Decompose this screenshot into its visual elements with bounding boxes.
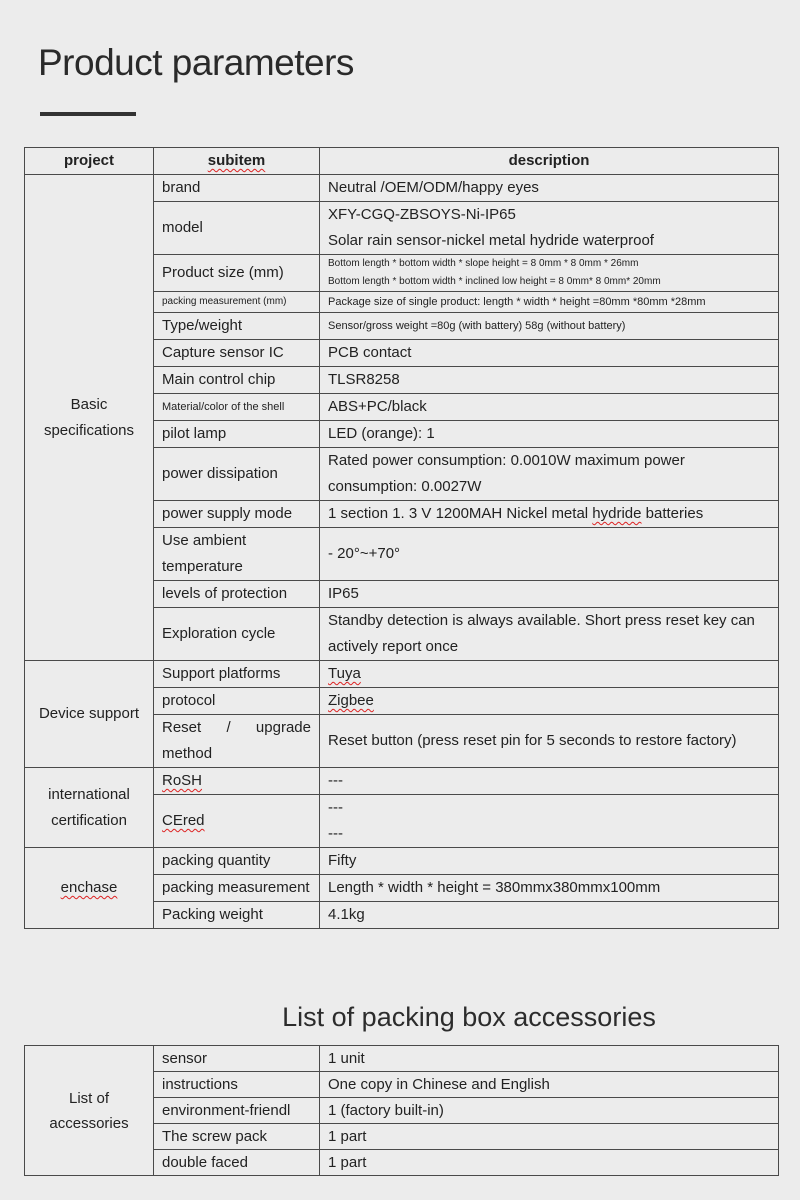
description-line: --- bbox=[328, 799, 343, 816]
subitem-cell bbox=[154, 768, 320, 795]
description-cell: Standby detection is always available. Short press reset key can actively report once bbox=[320, 608, 779, 661]
description-text: batteries bbox=[641, 505, 704, 522]
subitem-cell: Product size (mm) bbox=[154, 255, 320, 292]
description-text: Tuya bbox=[328, 665, 361, 682]
description-cell: LED (orange): 1 bbox=[320, 421, 779, 448]
group-list-of-accessories: List of accessories bbox=[25, 1046, 154, 1176]
subitem-cell: environment-friendl bbox=[154, 1098, 320, 1124]
table-row bbox=[25, 768, 779, 795]
description-cell: ABS+PC/black bbox=[320, 394, 779, 421]
subitem-cell: Material/color of the shell bbox=[154, 394, 320, 421]
group-enchase bbox=[25, 848, 154, 929]
description-cell: IP65 bbox=[320, 581, 779, 608]
description-cell: 4.1kg bbox=[320, 902, 779, 929]
subitem-cell: packing measurement bbox=[154, 875, 320, 902]
description-cell: One copy in Chinese and English bbox=[320, 1072, 779, 1098]
subitem-cell: Reset / upgrade method bbox=[154, 715, 320, 768]
group-international-certification: international certification bbox=[25, 768, 154, 848]
description-cell: TLSR8258 bbox=[320, 367, 779, 394]
description-text: hydride bbox=[592, 505, 642, 522]
title-underline bbox=[40, 112, 136, 116]
description-cell: - 20°~+70° bbox=[320, 528, 779, 581]
group-device-support: Device support bbox=[25, 661, 154, 768]
subitem-cell: brand bbox=[154, 175, 320, 202]
header-subitem bbox=[154, 148, 320, 175]
subitem-cell: Exploration cycle bbox=[154, 608, 320, 661]
accessories-table bbox=[24, 1045, 779, 1176]
description-cell: Neutral /OEM/ODM/happy eyes bbox=[320, 175, 779, 202]
table-row bbox=[25, 661, 779, 688]
description-text: 1 section 1. 3 V 1200MAH Nickel metal bbox=[328, 505, 593, 522]
subitem-cell: Capture sensor IC bbox=[154, 340, 320, 367]
table-row bbox=[25, 1046, 779, 1072]
subitem-cell: pilot lamp bbox=[154, 421, 320, 448]
description-cell: 1 (factory built-in) bbox=[320, 1098, 779, 1124]
header-subitem-label: subitem bbox=[207, 152, 266, 169]
subitem-cell: double faced bbox=[154, 1150, 320, 1176]
description-cell: Fifty bbox=[320, 848, 779, 875]
parameters-table bbox=[24, 147, 779, 929]
description-line: --- bbox=[328, 825, 343, 842]
subitem-cell: model bbox=[154, 202, 320, 255]
group-enchase-label: enchase bbox=[60, 879, 118, 896]
subitem-cell: packing measurement (mm) bbox=[154, 292, 320, 313]
subitem-cell: protocol bbox=[154, 688, 320, 715]
description-cell bbox=[320, 795, 779, 848]
table-row bbox=[25, 848, 779, 875]
table-header-row bbox=[25, 148, 779, 175]
subitem-cell: Support platforms bbox=[154, 661, 320, 688]
description-cell bbox=[320, 661, 779, 688]
description-line: Bottom length * bottom width * slope height = 8 0mm * 8 0mm * 26mm bbox=[328, 258, 639, 269]
header-project: project bbox=[25, 148, 154, 175]
description-line: XFY-CGQ-ZBSOYS-Ni-IP65 bbox=[328, 206, 516, 223]
subitem-cell: power dissipation bbox=[154, 448, 320, 501]
description-cell bbox=[320, 501, 779, 528]
description-cell: 1 unit bbox=[320, 1046, 779, 1072]
group-basic-specifications: Basic specifications bbox=[25, 175, 154, 661]
description-cell: Length * width * height = 380mmx380mmx100mm bbox=[320, 875, 779, 902]
subitem-cell: sensor bbox=[154, 1046, 320, 1072]
description-cell: --- bbox=[320, 768, 779, 795]
description-cell: Reset button (press reset pin for 5 seconds to restore factory) bbox=[320, 715, 779, 768]
subitem-text: RoSH bbox=[162, 772, 203, 789]
description-cell bbox=[320, 688, 779, 715]
description-text: Zigbee bbox=[328, 692, 374, 709]
description-cell: Rated power consumption: 0.0010W maximum power consumption: 0.0027W bbox=[320, 448, 779, 501]
description-cell: PCB contact bbox=[320, 340, 779, 367]
subitem-text: CEred bbox=[162, 812, 205, 829]
subitem-cell: The screw pack bbox=[154, 1124, 320, 1150]
description-cell: 1 part bbox=[320, 1124, 779, 1150]
subitem-cell: instructions bbox=[154, 1072, 320, 1098]
subitem-cell: packing quantity bbox=[154, 848, 320, 875]
page-title: Product parameters bbox=[38, 42, 354, 83]
description-cell: Sensor/gross weight =80g (with battery) 58g (without battery) bbox=[320, 313, 779, 340]
subitem-cell bbox=[154, 795, 320, 848]
subitem-cell: power supply mode bbox=[154, 501, 320, 528]
subitem-cell: Type/weight bbox=[154, 313, 320, 340]
subitem-cell: Packing weight bbox=[154, 902, 320, 929]
description-cell bbox=[320, 255, 779, 292]
subitem-cell: Main control chip bbox=[154, 367, 320, 394]
description-line: Bottom length * bottom width * inclined low height = 8 0mm* 8 0mm* 20mm bbox=[328, 276, 661, 287]
accessories-heading: List of packing box accessories bbox=[282, 1002, 656, 1032]
subitem-cell: levels of protection bbox=[154, 581, 320, 608]
header-description: description bbox=[320, 148, 779, 175]
subitem-cell: Use ambient temperature bbox=[154, 528, 320, 581]
description-cell: 1 part bbox=[320, 1150, 779, 1176]
description-line: Solar rain sensor-nickel metal hydride waterproof bbox=[328, 232, 654, 249]
table-row bbox=[25, 175, 779, 202]
description-cell bbox=[320, 202, 779, 255]
description-cell: Package size of single product: length * width * height =80mm *80mm *28mm bbox=[320, 292, 779, 313]
